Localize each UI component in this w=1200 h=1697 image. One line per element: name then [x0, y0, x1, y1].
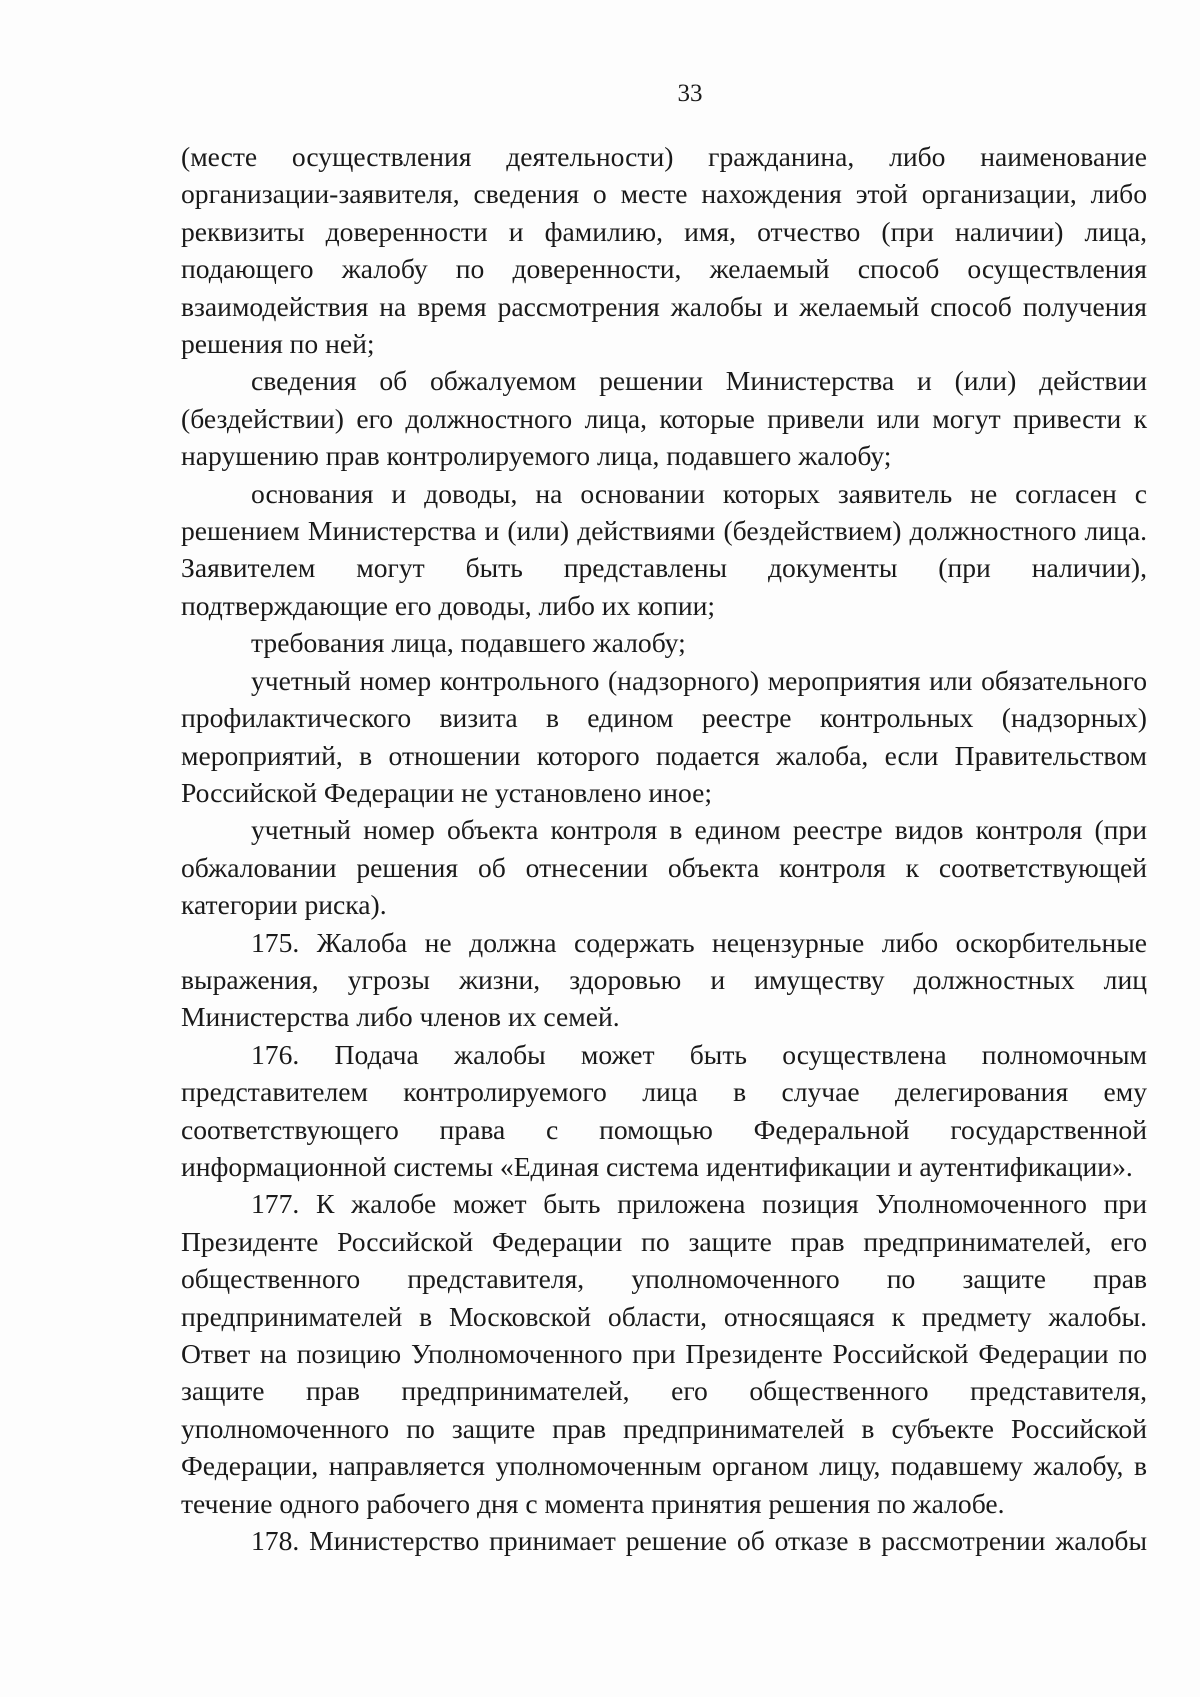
paragraph-appealed-decision-info: сведения об обжалуемом решении Министерства и (или) действии (бездействии) его должностного лица, которые привели или могут привести к нарушению прав контролируемого лица, подавшего жалобу; — [181, 365, 1147, 472]
paragraph-continuation: (месте осуществления деятельности) гражданина, либо наименование организации-заявителя, сведения о месте нахождения этой организации, либо реквизиты доверенности и фамилию, имя, отчество (при наличии) лица, подающего жалобу по доверенности, желаемый способ осуществления взаимодействия на время рассмотрения жалобы и желаемый способ получения решения по ней; — [181, 141, 1147, 360]
paragraph-177: 177. К жалобе может быть приложена позиция Уполномоченного при Президенте Российской Федерации по защите прав предпринимателей, его общественного представителя, уполномоченного по защите прав предпринимателей в Московской области, относящаяся к предмету жалобы. Ответ на позицию Уполномоченного при Президенте Российской Федерации по защите прав предпринимателей, его общественного представителя, уполномоченного по защите прав предпринимателей в субъекте Российской Федерации, направляется уполномоченным органом лицу, подавшему жалобу, в течение одного рабочего дня с момента принятия решения по жалобе. — [181, 1188, 1147, 1519]
paragraph-176: 176. Подача жалобы может быть осуществлена полномочным представителем контролируемого лица в случае делегирования ему соответствующего права с помощью Федеральной государственной информационной системы «Единая система идентификации и аутентификации». — [181, 1038, 1147, 1182]
page-number: 33 — [677, 80, 703, 107]
paragraph-control-object-number: учетный номер объекта контроля в едином реестре видов контроля (при обжаловании решения об отнесении объекта контроля к соответствующей категории риска). — [181, 814, 1147, 921]
document-body — [181, 138, 1147, 1559]
paragraph-control-event-number: учетный номер контрольного (надзорного) мероприятия или обязательного профилактического визита в едином реестре контрольных (надзорных) мероприятий, в отношении которого подается жалоба, если Правительством Российской Федерации не установлено иное; — [181, 664, 1147, 808]
paragraph-grounds-and-arguments: основания и доводы, на основании которых заявитель не согласен с решением Министерства и (или) действиями (бездействием) должностного лица. Заявителем могут быть представлены документы (при наличии), подтверждающие его доводы, либо их копии; — [181, 477, 1147, 621]
paragraph-175: 175. Жалоба не должна содержать нецензурные либо оскорбительные выражения, угрозы жизни, здоровью и имуществу должностных лиц Министерства либо членов их семей. — [181, 926, 1147, 1033]
paragraph-requirements: требования лица, подавшего жалобу; — [251, 627, 686, 659]
paragraph-178: 178. Министерство принимает решение об отказе в рассмотрении жалобы — [251, 1525, 1147, 1557]
